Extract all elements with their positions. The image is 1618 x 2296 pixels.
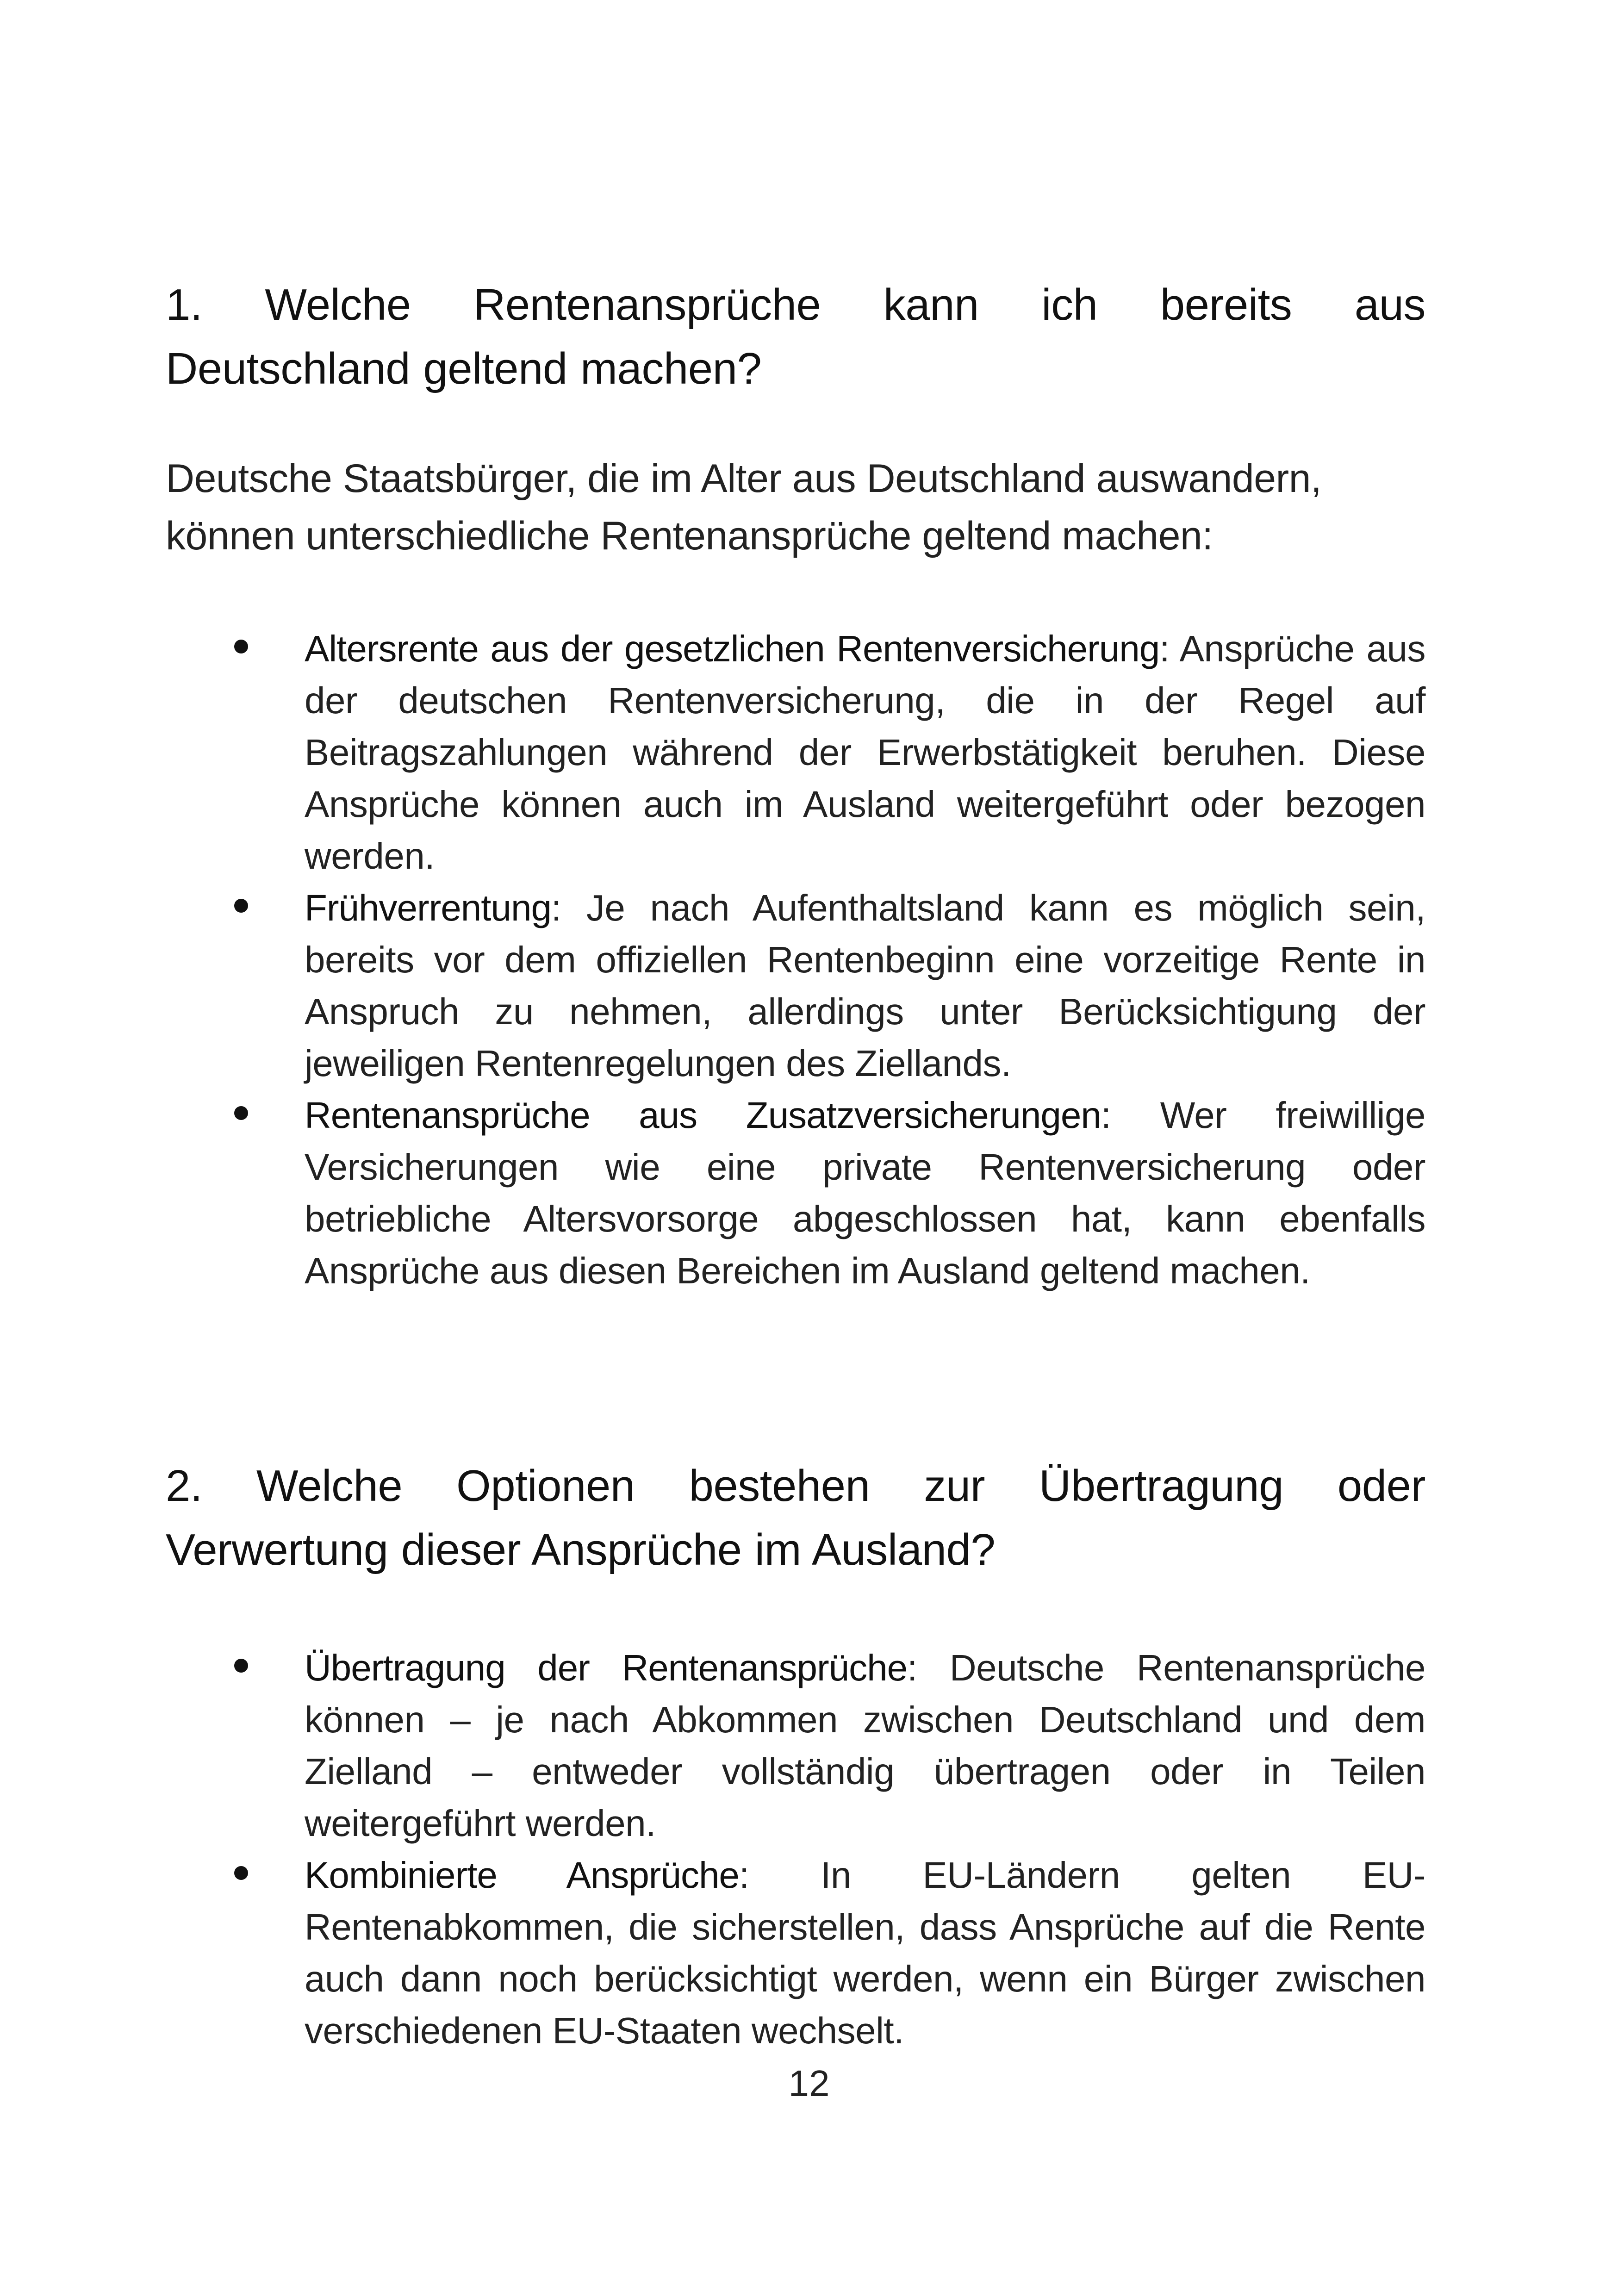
bullet-text: : Je nach Aufenthaltsland kann es möglich sein, bereits vor dem offiziellen Rentenbeginn eine vorzeitige Rente in Anspruch zu nehmen, allerdings unter Berücksichtigung der jeweiligen Rentenregelungen des Ziellands.	[305, 887, 1425, 1084]
bullet-term: Kombinierte Ansprüche	[305, 1854, 739, 1896]
page-number: 12	[788, 2063, 830, 2104]
section-1-intro	[166, 450, 1425, 565]
section-2-heading-line-2: Verwertung dieser Ansprüche im Ausland?	[166, 1525, 996, 1574]
bullet-dot-icon	[234, 1866, 248, 1880]
list-item	[166, 1849, 1425, 2057]
intro-line-2: können unterschiedliche Rentenansprüche geltend machen:	[166, 514, 1213, 558]
section-1-heading	[166, 273, 1425, 401]
bullet-list	[166, 623, 1425, 1297]
bullet-term: Übertragung der Rentenansprüche	[305, 1647, 908, 1688]
bullet-dot-icon	[234, 899, 248, 913]
intro-paragraph	[166, 450, 1425, 565]
section-2-bullets	[166, 1642, 1425, 2057]
section-2	[166, 1454, 1425, 1582]
list-item	[166, 623, 1425, 882]
section-2-heading	[166, 1454, 1425, 1582]
section-1-bullets	[166, 623, 1425, 1297]
intro-line-1: Deutsche Staatsbürger, die im Alter aus Deutschland auswandern,	[166, 456, 1322, 501]
section-1	[166, 273, 1425, 401]
list-item	[166, 882, 1425, 1089]
bullet-text: : Ansprüche aus der deutschen Rentenversicherung, die in der Regel auf Beitragszahlungen während der Erwerbstätigkeit beruhen. Diese Ansprüche können auch im Ausland weitergeführt oder bezogen werden.	[305, 628, 1425, 877]
section-1-heading-line-2: Deutschland geltend machen?	[166, 344, 762, 393]
bullet-term: Frühverrentung	[305, 887, 551, 928]
bullet-list	[166, 1642, 1425, 2057]
bullet-term: Altersrente aus der gesetzlichen Rentenversicherung	[305, 628, 1160, 669]
bullet-term: Rentenansprüche aus Zusatzversicherungen	[305, 1095, 1101, 1136]
section-2-heading-line-1: 2. Welche Optionen bestehen zur Übertragung oder	[166, 1461, 1425, 1511]
bullet-dot-icon	[234, 640, 248, 653]
section-1-heading-line-1: 1. Welche Rentenansprüche kann ich bereits aus	[166, 280, 1425, 330]
bullet-text: : Wer freiwillige Versicherungen wie eine private Rentenversicherung oder betriebliche Altersvorsorge abgeschlossen hat, kann ebenfalls Ansprüche aus diesen Bereichen im Ausland geltend machen.	[305, 1095, 1425, 1291]
bullet-dot-icon	[234, 1106, 248, 1120]
list-item	[166, 1642, 1425, 1849]
bullet-text: : Deutsche Rentenansprüche können – je nach Abkommen zwischen Deutschland und dem Zielland – entweder vollständig übertragen oder in Teilen weitergeführt werden.	[305, 1647, 1425, 1844]
list-item	[166, 1089, 1425, 1297]
bullet-text: : In EU-Ländern gelten EU-Rentenabkommen, die sicherstellen, dass Ansprüche auf die Rente auch dann noch berücksichtigt werden, wenn ein Bürger zwischen verschiedenen EU-Staaten wechselt.	[305, 1854, 1425, 2051]
bullet-dot-icon	[234, 1659, 248, 1673]
